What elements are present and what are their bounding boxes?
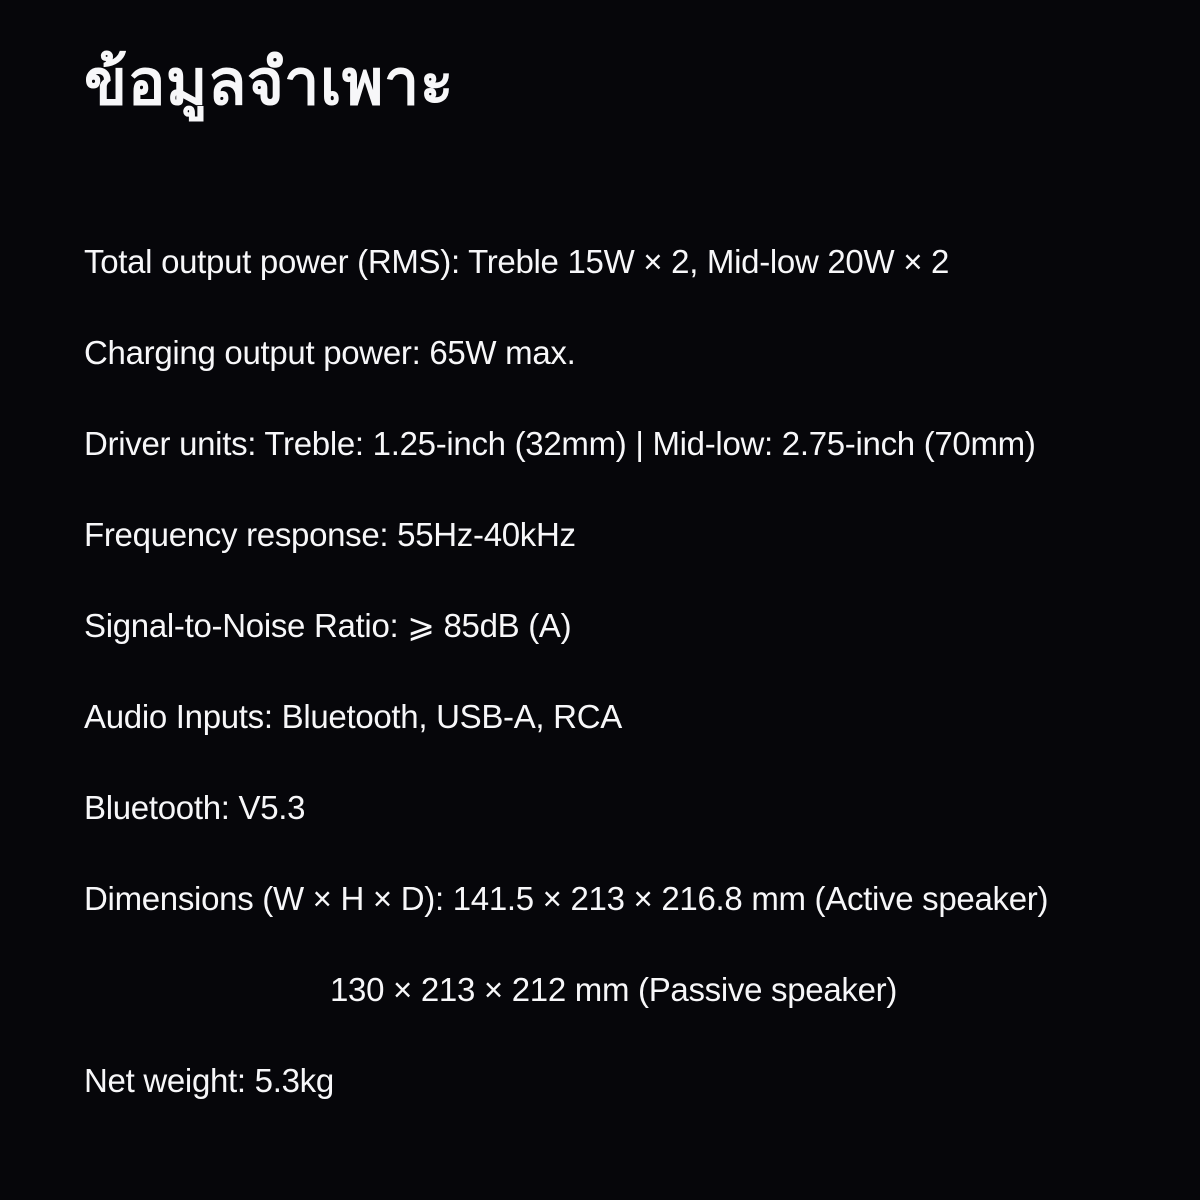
spec-line-dimensions-active: Dimensions (W × H × D): 141.5 × 213 × 216.8 mm (Active speaker): [84, 879, 1049, 917]
spec-line-frequency-response: Frequency response: 55Hz-40kHz: [84, 515, 576, 553]
spec-line-output-power: Total output power (RMS): Treble 15W × 2, Mid-low 20W × 2: [84, 242, 950, 280]
spec-list: [84, 216, 1160, 1126]
spec-line-audio-inputs: Audio Inputs: Bluetooth, USB-A, RCA: [84, 697, 622, 735]
spec-line-charging-power: Charging output power: 65W max.: [84, 333, 576, 371]
spec-line-bluetooth-version: Bluetooth: V5.3: [84, 788, 306, 826]
spec-line-driver-units: Driver units: Treble: 1.25-inch (32mm) | Mid-low: 2.75-inch (70mm): [84, 424, 1036, 462]
page-title: ข้อมูลจำเพาะ: [84, 46, 455, 119]
spec-line-dimensions-passive: 130 × 213 × 212 mm (Passive speaker): [330, 970, 898, 1008]
spec-line-signal-to-noise: Signal-to-Noise Ratio: ⩾ 85dB (A): [84, 606, 572, 644]
spec-line-net-weight: Net weight: 5.3kg: [84, 1061, 334, 1099]
